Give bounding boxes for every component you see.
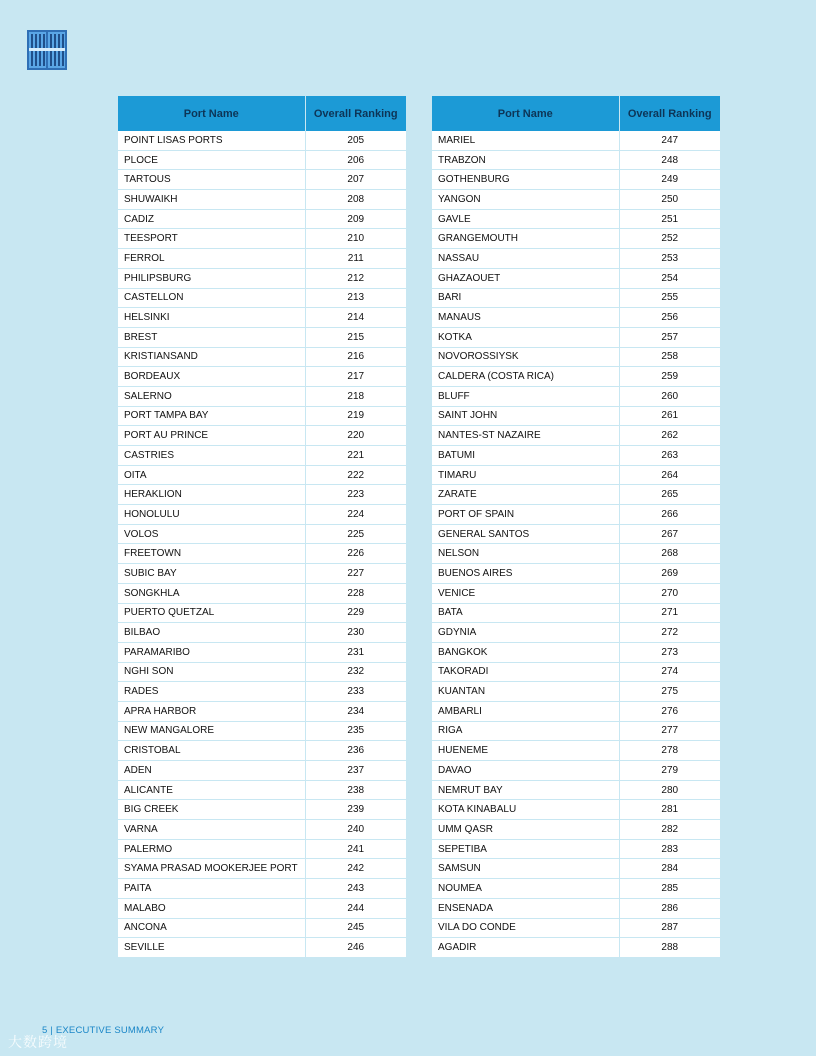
- port-name-cell: BIG CREEK: [118, 800, 305, 820]
- port-ranking-table-right: [432, 96, 720, 958]
- port-name-cell: NEW MANGALORE: [118, 721, 305, 741]
- port-name-cell: KOTKA: [432, 327, 619, 347]
- port-name-cell: AGADIR: [432, 938, 619, 958]
- overall-ranking-cell: 228: [305, 583, 406, 603]
- table-row: [432, 308, 720, 328]
- overall-ranking-cell: 223: [305, 485, 406, 505]
- table-row: [118, 820, 406, 840]
- port-name-cell: BANGKOK: [432, 642, 619, 662]
- table-row: [118, 131, 406, 150]
- port-name-cell: PORT TAMPA BAY: [118, 406, 305, 426]
- table-row: [118, 268, 406, 288]
- port-name-header: Port Name: [118, 96, 305, 131]
- port-name-cell: PHILIPSBURG: [118, 268, 305, 288]
- table-row: [432, 190, 720, 210]
- table-row: [432, 209, 720, 229]
- overall-ranking-cell: 235: [305, 721, 406, 741]
- port-name-cell: CALDERA (COSTA RICA): [432, 367, 619, 387]
- overall-ranking-cell: 266: [619, 505, 720, 525]
- overall-ranking-cell: 271: [619, 603, 720, 623]
- table-row: [432, 583, 720, 603]
- table-row: [432, 249, 720, 269]
- port-name-cell: PARAMARIBO: [118, 642, 305, 662]
- overall-ranking-cell: 227: [305, 564, 406, 584]
- overall-ranking-cell: 244: [305, 898, 406, 918]
- port-name-cell: ALICANTE: [118, 780, 305, 800]
- overall-ranking-cell: 242: [305, 859, 406, 879]
- overall-ranking-cell: 214: [305, 308, 406, 328]
- port-name-cell: TAKORADI: [432, 662, 619, 682]
- port-name-cell: BLUFF: [432, 386, 619, 406]
- port-name-cell: BREST: [118, 327, 305, 347]
- table-row: [118, 485, 406, 505]
- table-row: [432, 780, 720, 800]
- table-row: [432, 426, 720, 446]
- overall-ranking-cell: 220: [305, 426, 406, 446]
- table-row: [432, 839, 720, 859]
- port-name-cell: HELSINKI: [118, 308, 305, 328]
- port-ranking-table-left: [118, 96, 406, 958]
- port-name-cell: SEVILLE: [118, 938, 305, 958]
- overall-ranking-cell: 279: [619, 761, 720, 781]
- overall-ranking-cell: 211: [305, 249, 406, 269]
- table-row: [432, 800, 720, 820]
- table-row: [118, 308, 406, 328]
- table-row: [118, 446, 406, 466]
- port-name-cell: TARTOUS: [118, 170, 305, 190]
- port-name-cell: CASTELLON: [118, 288, 305, 308]
- port-name-cell: BILBAO: [118, 623, 305, 643]
- port-name-cell: NGHI SON: [118, 662, 305, 682]
- port-name-cell: KRISTIANSAND: [118, 347, 305, 367]
- overall-ranking-cell: 265: [619, 485, 720, 505]
- overall-ranking-cell: 263: [619, 446, 720, 466]
- overall-ranking-cell: 286: [619, 898, 720, 918]
- overall-ranking-cell: 272: [619, 623, 720, 643]
- table-row: [118, 150, 406, 170]
- table-row: [118, 938, 406, 958]
- overall-ranking-cell: 275: [619, 682, 720, 702]
- overall-ranking-cell: 212: [305, 268, 406, 288]
- overall-ranking-cell: 240: [305, 820, 406, 840]
- port-name-cell: TEESPORT: [118, 229, 305, 249]
- port-name-cell: SEPETIBA: [432, 839, 619, 859]
- port-name-cell: SAINT JOHN: [432, 406, 619, 426]
- table-row: [118, 662, 406, 682]
- table-row: [432, 386, 720, 406]
- overall-ranking-cell: 236: [305, 741, 406, 761]
- table-row: [118, 780, 406, 800]
- table-row: [118, 623, 406, 643]
- port-name-cell: VOLOS: [118, 524, 305, 544]
- overall-ranking-cell: 253: [619, 249, 720, 269]
- overall-ranking-cell: 241: [305, 839, 406, 859]
- port-name-cell: NEMRUT BAY: [432, 780, 619, 800]
- table-row: [118, 564, 406, 584]
- table-row: [118, 682, 406, 702]
- port-name-cell: MANAUS: [432, 308, 619, 328]
- overall-ranking-cell: 261: [619, 406, 720, 426]
- table-row: [432, 544, 720, 564]
- table-row: [118, 367, 406, 387]
- port-name-cell: PAITA: [118, 879, 305, 899]
- port-name-cell: GOTHENBURG: [432, 170, 619, 190]
- overall-ranking-cell: 224: [305, 505, 406, 525]
- port-name-cell: BORDEAUX: [118, 367, 305, 387]
- overall-ranking-cell: 269: [619, 564, 720, 584]
- table-row: [118, 701, 406, 721]
- table-row: [432, 623, 720, 643]
- overall-ranking-cell: 231: [305, 642, 406, 662]
- overall-ranking-cell: 245: [305, 918, 406, 938]
- table-row: [432, 150, 720, 170]
- table-row: [118, 327, 406, 347]
- overall-ranking-cell: 258: [619, 347, 720, 367]
- watermark: 大数跨境: [8, 1034, 68, 1050]
- port-name-cell: ENSENADA: [432, 898, 619, 918]
- table-row: [118, 839, 406, 859]
- overall-ranking-cell: 219: [305, 406, 406, 426]
- overall-ranking-cell: 226: [305, 544, 406, 564]
- port-name-cell: RADES: [118, 682, 305, 702]
- table-row: [118, 859, 406, 879]
- port-name-cell: CASTRIES: [118, 446, 305, 466]
- port-name-cell: BATUMI: [432, 446, 619, 466]
- table-row: [432, 367, 720, 387]
- port-name-cell: RIGA: [432, 721, 619, 741]
- table-row: [432, 465, 720, 485]
- port-name-cell: GDYNIA: [432, 623, 619, 643]
- overall-ranking-cell: 208: [305, 190, 406, 210]
- overall-ranking-cell: 270: [619, 583, 720, 603]
- port-name-cell: UMM QASR: [432, 820, 619, 840]
- overall-ranking-cell: 229: [305, 603, 406, 623]
- port-name-cell: OITA: [118, 465, 305, 485]
- overall-ranking-cell: 274: [619, 662, 720, 682]
- overall-ranking-cell: 207: [305, 170, 406, 190]
- port-name-cell: MARIEL: [432, 131, 619, 150]
- table-row: [432, 682, 720, 702]
- overall-ranking-cell: 248: [619, 150, 720, 170]
- table-row: [118, 209, 406, 229]
- overall-ranking-cell: 276: [619, 701, 720, 721]
- table-row: [432, 446, 720, 466]
- table-row: [432, 662, 720, 682]
- port-name-cell: ANCONA: [118, 918, 305, 938]
- table-row: [432, 406, 720, 426]
- table-header-row: [118, 96, 406, 131]
- table-row: [118, 583, 406, 603]
- port-name-cell: HUENEME: [432, 741, 619, 761]
- port-name-cell: GENERAL SANTOS: [432, 524, 619, 544]
- overall-ranking-cell: 282: [619, 820, 720, 840]
- overall-ranking-cell: 264: [619, 465, 720, 485]
- table-row: [118, 465, 406, 485]
- table-row: [432, 859, 720, 879]
- overall-ranking-cell: 281: [619, 800, 720, 820]
- port-name-cell: NOUMEA: [432, 879, 619, 899]
- overall-ranking-cell: 280: [619, 780, 720, 800]
- port-name-cell: PLOCE: [118, 150, 305, 170]
- table-row: [432, 131, 720, 150]
- table-row: [432, 327, 720, 347]
- port-name-cell: SUBIC BAY: [118, 564, 305, 584]
- table-row: [118, 347, 406, 367]
- page-footer: 5 | EXECUTIVE SUMMARY: [42, 1025, 165, 1036]
- table-row: [432, 642, 720, 662]
- overall-ranking-cell: 210: [305, 229, 406, 249]
- overall-ranking-cell: 254: [619, 268, 720, 288]
- table-row: [432, 721, 720, 741]
- table-row: [432, 564, 720, 584]
- overall-ranking-cell: 284: [619, 859, 720, 879]
- table-row: [118, 741, 406, 761]
- overall-ranking-cell: 288: [619, 938, 720, 958]
- port-name-cell: DAVAO: [432, 761, 619, 781]
- port-name-cell: CRISTOBAL: [118, 741, 305, 761]
- port-name-cell: BARI: [432, 288, 619, 308]
- table-row: [118, 761, 406, 781]
- port-name-cell: BATA: [432, 603, 619, 623]
- overall-ranking-cell: 278: [619, 741, 720, 761]
- overall-ranking-cell: 256: [619, 308, 720, 328]
- port-name-cell: GAVLE: [432, 209, 619, 229]
- overall-ranking-cell: 216: [305, 347, 406, 367]
- overall-ranking-cell: 273: [619, 642, 720, 662]
- port-name-cell: SAMSUN: [432, 859, 619, 879]
- overall-ranking-cell: 237: [305, 761, 406, 781]
- overall-ranking-cell: 249: [619, 170, 720, 190]
- port-name-cell: PUERTO QUETZAL: [118, 603, 305, 623]
- table-row: [118, 544, 406, 564]
- table-row: [118, 898, 406, 918]
- port-name-cell: HONOLULU: [118, 505, 305, 525]
- overall-ranking-cell: 238: [305, 780, 406, 800]
- port-name-cell: NANTES-ST NAZAIRE: [432, 426, 619, 446]
- table-row: [432, 170, 720, 190]
- port-name-cell: PALERMO: [118, 839, 305, 859]
- port-name-cell: POINT LISAS PORTS: [118, 131, 305, 150]
- port-name-cell: BUENOS AIRES: [432, 564, 619, 584]
- overall-ranking-cell: 209: [305, 209, 406, 229]
- port-name-header: Port Name: [432, 96, 619, 131]
- table-row: [432, 505, 720, 525]
- port-name-cell: CADIZ: [118, 209, 305, 229]
- port-name-cell: HERAKLION: [118, 485, 305, 505]
- table-header-row: [432, 96, 720, 131]
- overall-ranking-cell: 267: [619, 524, 720, 544]
- overall-ranking-cell: 239: [305, 800, 406, 820]
- overall-ranking-cell: 233: [305, 682, 406, 702]
- table-row: [432, 820, 720, 840]
- overall-ranking-cell: 230: [305, 623, 406, 643]
- table-row: [432, 288, 720, 308]
- port-name-cell: SONGKHLA: [118, 583, 305, 603]
- port-name-cell: ADEN: [118, 761, 305, 781]
- port-name-cell: PORT OF SPAIN: [432, 505, 619, 525]
- table-row: [432, 918, 720, 938]
- shipping-container-icon: [27, 30, 67, 70]
- overall-ranking-cell: 215: [305, 327, 406, 347]
- overall-ranking-cell: 260: [619, 386, 720, 406]
- overall-ranking-header: Overall Ranking: [619, 96, 720, 131]
- table-row: [432, 485, 720, 505]
- table-row: [118, 524, 406, 544]
- overall-ranking-cell: 283: [619, 839, 720, 859]
- table-row: [118, 879, 406, 899]
- table-row: [432, 898, 720, 918]
- overall-ranking-cell: 225: [305, 524, 406, 544]
- overall-ranking-cell: 218: [305, 386, 406, 406]
- table-row: [432, 879, 720, 899]
- table-row: [118, 505, 406, 525]
- port-name-cell: VILA DO CONDE: [432, 918, 619, 938]
- overall-ranking-cell: 222: [305, 465, 406, 485]
- port-name-cell: KUANTAN: [432, 682, 619, 702]
- table-row: [432, 603, 720, 623]
- overall-ranking-cell: 206: [305, 150, 406, 170]
- table-row: [118, 288, 406, 308]
- overall-ranking-cell: 243: [305, 879, 406, 899]
- port-name-cell: APRA HARBOR: [118, 701, 305, 721]
- table-row: [118, 229, 406, 249]
- table-row: [432, 347, 720, 367]
- table-row: [118, 386, 406, 406]
- port-name-cell: TIMARU: [432, 465, 619, 485]
- port-name-cell: SHUWAIKH: [118, 190, 305, 210]
- port-name-cell: NASSAU: [432, 249, 619, 269]
- table-row: [118, 800, 406, 820]
- overall-ranking-cell: 250: [619, 190, 720, 210]
- table-row: [118, 190, 406, 210]
- table-row: [118, 249, 406, 269]
- table-row: [432, 524, 720, 544]
- table-row: [118, 721, 406, 741]
- overall-ranking-cell: 277: [619, 721, 720, 741]
- overall-ranking-cell: 257: [619, 327, 720, 347]
- overall-ranking-cell: 255: [619, 288, 720, 308]
- overall-ranking-cell: 213: [305, 288, 406, 308]
- overall-ranking-cell: 252: [619, 229, 720, 249]
- table-row: [432, 229, 720, 249]
- port-name-cell: AMBARLI: [432, 701, 619, 721]
- port-name-cell: YANGON: [432, 190, 619, 210]
- port-name-cell: MALABO: [118, 898, 305, 918]
- port-name-cell: KOTA KINABALU: [432, 800, 619, 820]
- overall-ranking-cell: 217: [305, 367, 406, 387]
- overall-ranking-header: Overall Ranking: [305, 96, 406, 131]
- port-name-cell: VARNA: [118, 820, 305, 840]
- port-name-cell: NELSON: [432, 544, 619, 564]
- table-row: [118, 603, 406, 623]
- overall-ranking-cell: 232: [305, 662, 406, 682]
- overall-ranking-cell: 285: [619, 879, 720, 899]
- table-row: [118, 642, 406, 662]
- port-name-cell: PORT AU PRINCE: [118, 426, 305, 446]
- port-name-cell: SALERNO: [118, 386, 305, 406]
- port-name-cell: FREETOWN: [118, 544, 305, 564]
- overall-ranking-cell: 234: [305, 701, 406, 721]
- overall-ranking-cell: 287: [619, 918, 720, 938]
- overall-ranking-cell: 251: [619, 209, 720, 229]
- table-row: [118, 426, 406, 446]
- overall-ranking-cell: 247: [619, 131, 720, 150]
- table-row: [432, 761, 720, 781]
- port-name-cell: VENICE: [432, 583, 619, 603]
- table-row: [432, 938, 720, 958]
- port-name-cell: ZARATE: [432, 485, 619, 505]
- overall-ranking-cell: 259: [619, 367, 720, 387]
- port-name-cell: FERROL: [118, 249, 305, 269]
- overall-ranking-cell: 262: [619, 426, 720, 446]
- table-row: [432, 268, 720, 288]
- port-name-cell: TRABZON: [432, 150, 619, 170]
- table-row: [432, 701, 720, 721]
- overall-ranking-cell: 246: [305, 938, 406, 958]
- port-name-cell: GHAZAOUET: [432, 268, 619, 288]
- table-row: [118, 406, 406, 426]
- port-name-cell: GRANGEMOUTH: [432, 229, 619, 249]
- table-row: [432, 741, 720, 761]
- port-name-cell: SYAMA PRASAD MOOKERJEE PORT: [118, 859, 305, 879]
- table-row: [118, 918, 406, 938]
- table-row: [118, 170, 406, 190]
- overall-ranking-cell: 268: [619, 544, 720, 564]
- port-name-cell: NOVOROSSIYSK: [432, 347, 619, 367]
- overall-ranking-cell: 205: [305, 131, 406, 150]
- overall-ranking-cell: 221: [305, 446, 406, 466]
